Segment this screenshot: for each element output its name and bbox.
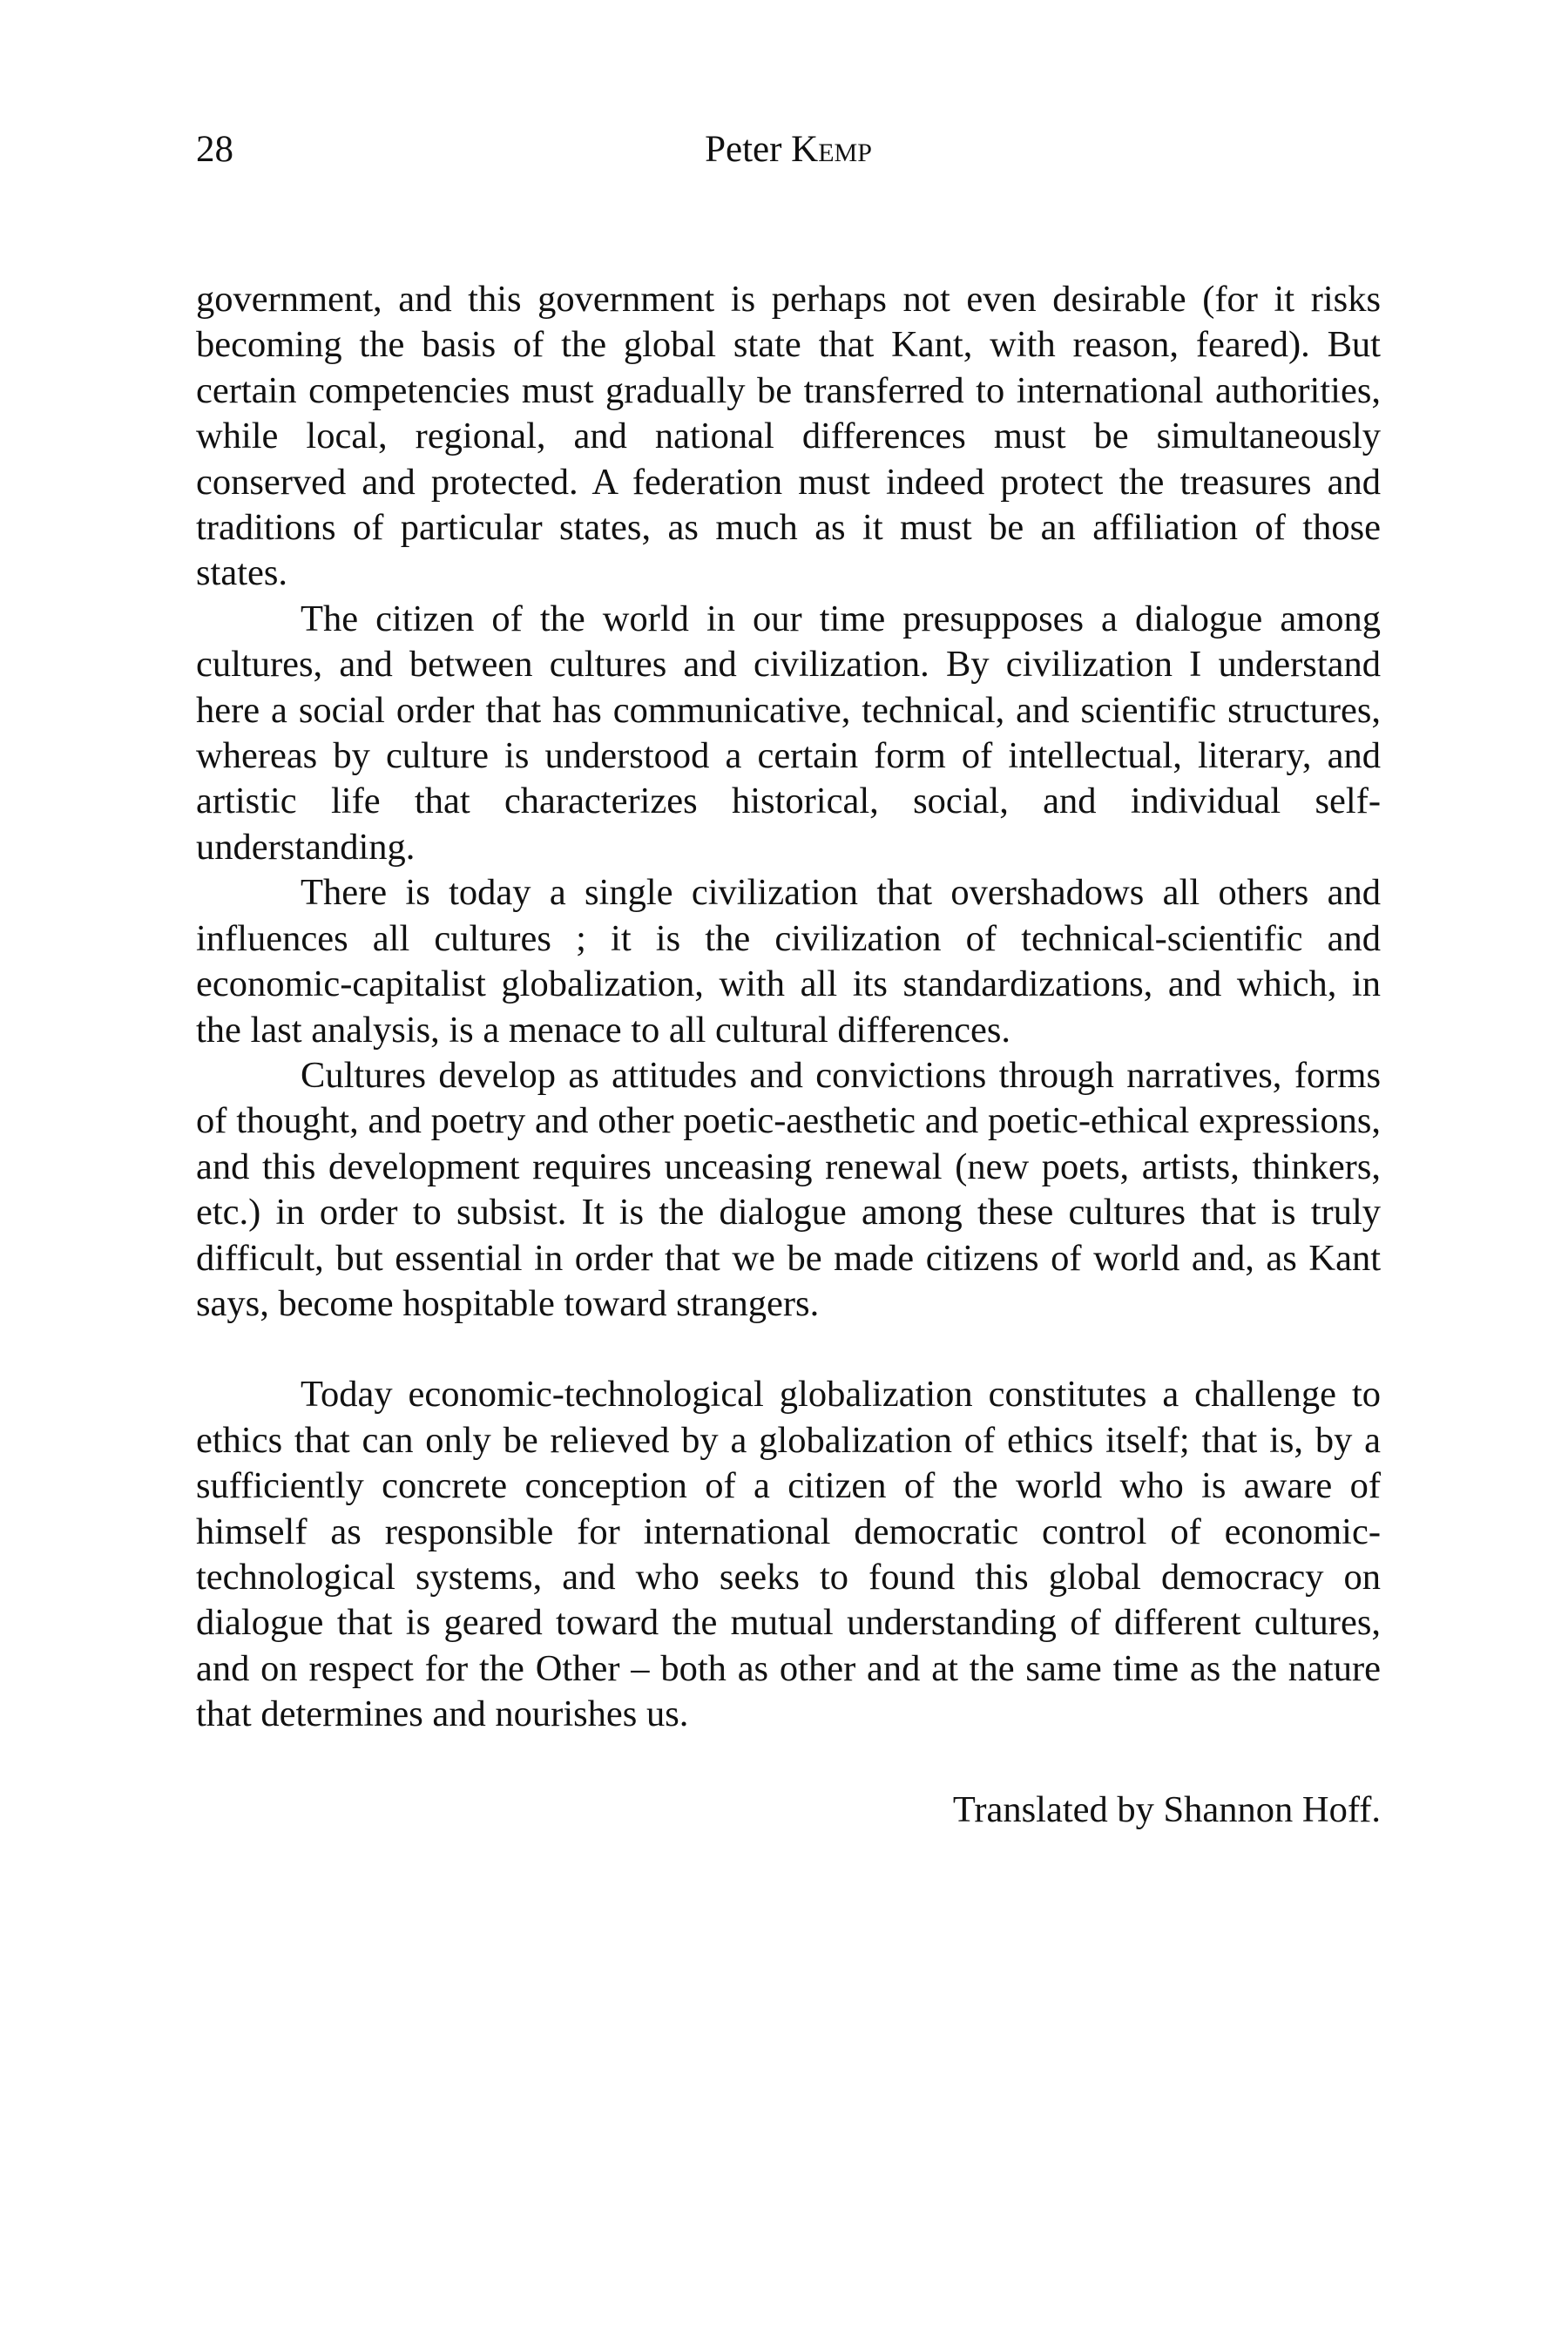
- author-first-name: Peter: [705, 129, 782, 170]
- paragraph-citizen-of-world: The citizen of the world in our time presupposes a dialogue among cultures, and between cultures and civilization. By civilization I understand here a social order that has communicative, technical, and scientific structures, whereas by culture is understood a certain form of intellectual, literary, and artistic life that characterizes historical, social, and individual self-understanding.: [196, 598, 1381, 868]
- body-text: [196, 277, 1381, 1738]
- paragraph-continuation: government, and this government is perhaps not even desirable (for it risks becoming the basis of the global state that Kant, with reason, feared). But certain competencies must gradually be transferred to international authorities, while local, regional, and national differences must be simultaneously conserved and protected. A federation must indeed protect the treasures and traditions of particular states, as much as it must be an affiliation of those states.: [196, 279, 1381, 594]
- page-number: 28: [196, 129, 233, 170]
- paragraph-cultures-develop: Cultures develop as attitudes and convictions through narratives, forms of thought, and poetry and other poetic-aesthetic and poetic-ethical expressions, and this development requires unceasing renewal (new poets, artists, thinkers, etc.) in order to subsist. It is the dialogue among these cultures that is truly difficult, but essential in order that we be made citizens of world and, as Kant says, become hospitable toward strangers.: [196, 1054, 1381, 1324]
- running-head: [196, 124, 1381, 176]
- running-title: [196, 124, 1381, 176]
- paragraph-conclusion: Today economic-technological globalization constitutes a challenge to ethics that can only be relieved by a globalization of ethics itself; that is, by a sufficiently concrete conception of a citizen of the world who is aware of himself as responsible for international democratic control of economic-technological systems, and who seeks to found this global democracy on dialogue that is geared toward the mutual understanding of different cultures, and on respect for the Other – both as other and at the same time as the nature that determines and nourishes us.: [196, 1374, 1381, 1735]
- translator-credit: Translated by Shannon Hoff.: [952, 1789, 1381, 1830]
- paragraph-single-civilization: There is today a single civilization that overshadows all others and influences all cultures ; it is the civilization of technical-scientific and economic-capitalist globalization, with all its standardizations, and which, in the last analysis, is a menace to all cultural differences.: [196, 872, 1381, 1051]
- author-last-name: Kemp: [791, 129, 872, 170]
